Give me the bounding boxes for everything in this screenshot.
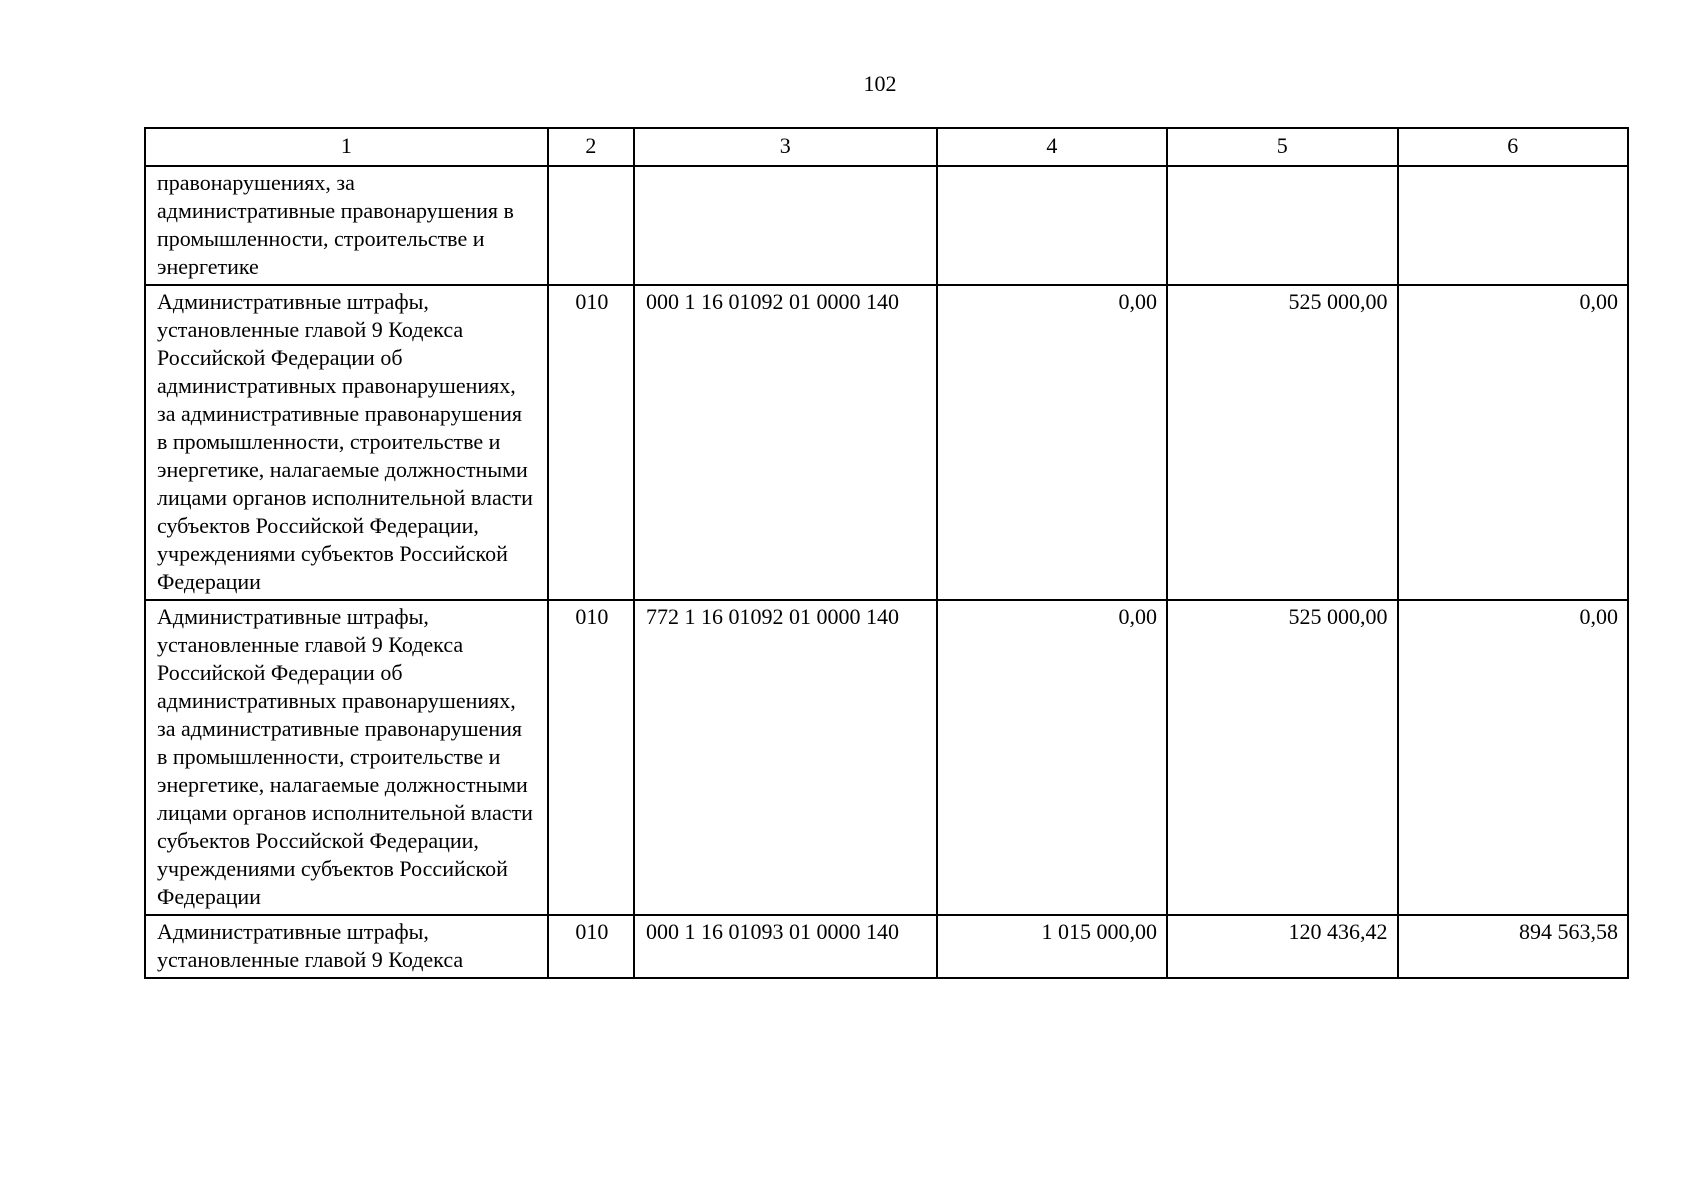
row-value-col5: 525 000,00 — [1167, 285, 1397, 600]
row-value-col4: 0,00 — [937, 285, 1167, 600]
row-line-code: 010 — [548, 915, 634, 978]
table-row — [145, 285, 1628, 600]
header-col-3: 3 — [634, 128, 937, 166]
row-value-col6: 894 563,58 — [1398, 915, 1629, 978]
row-budget-code — [634, 166, 937, 285]
header-col-5: 5 — [1167, 128, 1397, 166]
row-name: Административные штрафы, установленные главой 9 Кодекса Российской Федерации об административных правонарушениях, за административные правонарушения в промышленности, строительстве и энергетике, налагаемые должностными лицами органов исполнительной власти субъектов Российской Федерации, учреждениями субъектов Российской Федерации — [145, 285, 548, 600]
row-name: правонарушениях, за административные правонарушения в промышленности, строительстве и энергетике — [145, 166, 548, 285]
row-name: Административные штрафы, установленные главой 9 Кодекса — [145, 915, 548, 978]
row-value-col6: 0,00 — [1398, 285, 1629, 600]
row-line-code: 010 — [548, 600, 634, 915]
header-col-2: 2 — [548, 128, 634, 166]
row-value-col4: 0,00 — [937, 600, 1167, 915]
header-row — [145, 128, 1628, 166]
row-line-code: 010 — [548, 285, 634, 600]
row-value-col4: 1 015 000,00 — [937, 915, 1167, 978]
table-row — [145, 166, 1628, 285]
row-name: Административные штрафы, установленные главой 9 Кодекса Российской Федерации об административных правонарушениях, за административные правонарушения в промышленности, строительстве и энергетике, налагаемые должностными лицами органов исполнительной власти субъектов Российской Федерации, учреждениями субъектов Российской Федерации — [145, 600, 548, 915]
table-row — [145, 915, 1628, 978]
row-value-col6: 0,00 — [1398, 600, 1629, 915]
header-col-4: 4 — [937, 128, 1167, 166]
report-table — [144, 127, 1629, 979]
table-row — [145, 600, 1628, 915]
page-number: 102 — [863, 71, 897, 96]
row-value-col5 — [1167, 166, 1397, 285]
row-budget-code: 000 1 16 01093 01 0000 140 — [634, 915, 937, 978]
row-budget-code: 772 1 16 01092 01 0000 140 — [634, 600, 937, 915]
row-value-col4 — [937, 166, 1167, 285]
row-value-col5: 525 000,00 — [1167, 600, 1397, 915]
row-line-code — [548, 166, 634, 285]
row-budget-code: 000 1 16 01092 01 0000 140 — [634, 285, 937, 600]
row-value-col6 — [1398, 166, 1629, 285]
header-col-1: 1 — [145, 128, 548, 166]
header-col-6: 6 — [1398, 128, 1629, 166]
row-value-col5: 120 436,42 — [1167, 915, 1397, 978]
